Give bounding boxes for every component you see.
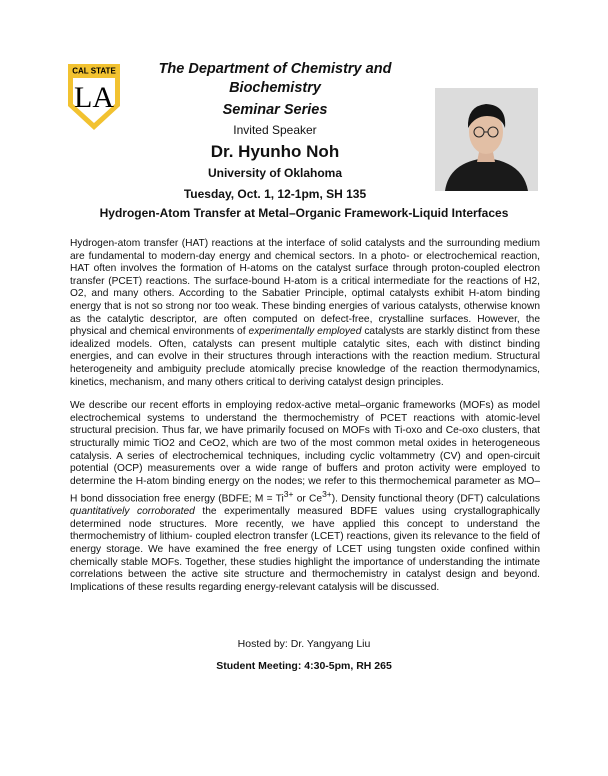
talk-title: Hydrogen-Atom Transfer at Metal–Organic Framework-Liquid Interfaces: [99, 206, 509, 220]
speaker-name: Dr. Hyunho Noh: [210, 142, 340, 161]
logo-letters: LA: [74, 81, 114, 114]
speaker-affiliation: University of Oklahoma: [207, 166, 343, 180]
speaker-photo: [435, 88, 538, 191]
abstract-paragraph-1: Hydrogen-atom transfer (HAT) reactions at the interface of solid catalysts and the surrounding medium are fundamental to modern-day energy and chemical sectors. In a photo- or electrochemical reaction, HAT often involves the formation of H-atoms on the catalyst surface through proton-coupled electron transfer (PCET) reactions. The surface-bound H-atom is a critical intermediate for the reactions of H2, O2, and many others. According to the Sabatier Principle, optimal catalysts exhibit H-atom binding energy that is not so strong nor too weak. These binding energies of various catalysts, otherwise known as the catalytic descriptor, are often computed on defect-free, crystalline surfaces. However, the physical and chemical environments of experimentally employed catalysts are starkly distinct from these idealized models. Often, catalysts can present multiple catalytic sites, each with distinct binding energies, and can evolve in their structures through interactions with the reaction medium. Structural heterogeneity and ambiguity preclude atomically precise knowledge of the reaction thermodynamics, kinetics, mechanism, and many others critical to deriving catalyst design principles.: [70, 238, 540, 388]
seminar-datetime: Tuesday, Oct. 1, 12-1pm, SH 135: [183, 187, 367, 201]
department-name: The Department of Chemistry and Biochemistry: [158, 61, 392, 96]
emphasis-quantitatively-corroborated: quantitatively corroborated: [70, 506, 195, 518]
student-meeting: Student Meeting: 4:30-5pm, RH 265: [216, 660, 392, 672]
cal-state-la-logo: [64, 62, 124, 132]
abstract-paragraph-2: We describe our recent efforts in employing redox-active metal–organic frameworks (MOFs) as model electrochemical systems to understand the thermochemistry of PCET reactions with atomic-level structural precision. Thus far, we have primarily focused on MOFs with Ti-oxo and Ce-oxo clusters, that structurally mimic TiO2 and CeO2, which are two of the most common metal oxides in heterogeneous catalysis. A series of electrochemical techniques, including cyclic voltammetry (CV) and open-circuit potential (OCP) measurements over a wide range of buffers and proton activity were employed to determine the H-atom binding energy on the nodes; we refer to this thermochemical parameter as MO–H bond dissociation free energy (BDFE; $M = Ti^{3+}$ or $Ce^{3+}$). Density functional theory (DFT) calculations quantitatively corroborated the experimentally measured BDFE values using crystallographically determined node structures. More recently, we have applied this concept to understand the thermochemistry of lithium- coupled electron transfer (LCET) reactions, given its relevance to the field of energy storage. We have examined the free energy of LCET using tungsten oxide confined within chemically stable MOFs. Together, these studies highlight the importance of understanding the intimate correlations between the active site structure and thermochemistry in catalyst design and beyond. Implications of these results regarding energy-relevant catalysis will be discussed.: [70, 400, 540, 593]
invited-speaker-label: Invited Speaker: [233, 123, 317, 137]
seminar-series-title: Seminar Series: [222, 102, 328, 118]
emphasis-experimentally-employed: experimentally employed: [248, 326, 362, 338]
speaker-portrait-icon: [435, 88, 538, 191]
abstract: [70, 238, 540, 605]
seminar-header: [120, 60, 430, 203]
hosted-by: Hosted by: Dr. Yangyang Liu: [237, 638, 371, 650]
shield-logo-icon: [64, 62, 124, 132]
logo-top-text: CAL STATE: [72, 66, 116, 76]
